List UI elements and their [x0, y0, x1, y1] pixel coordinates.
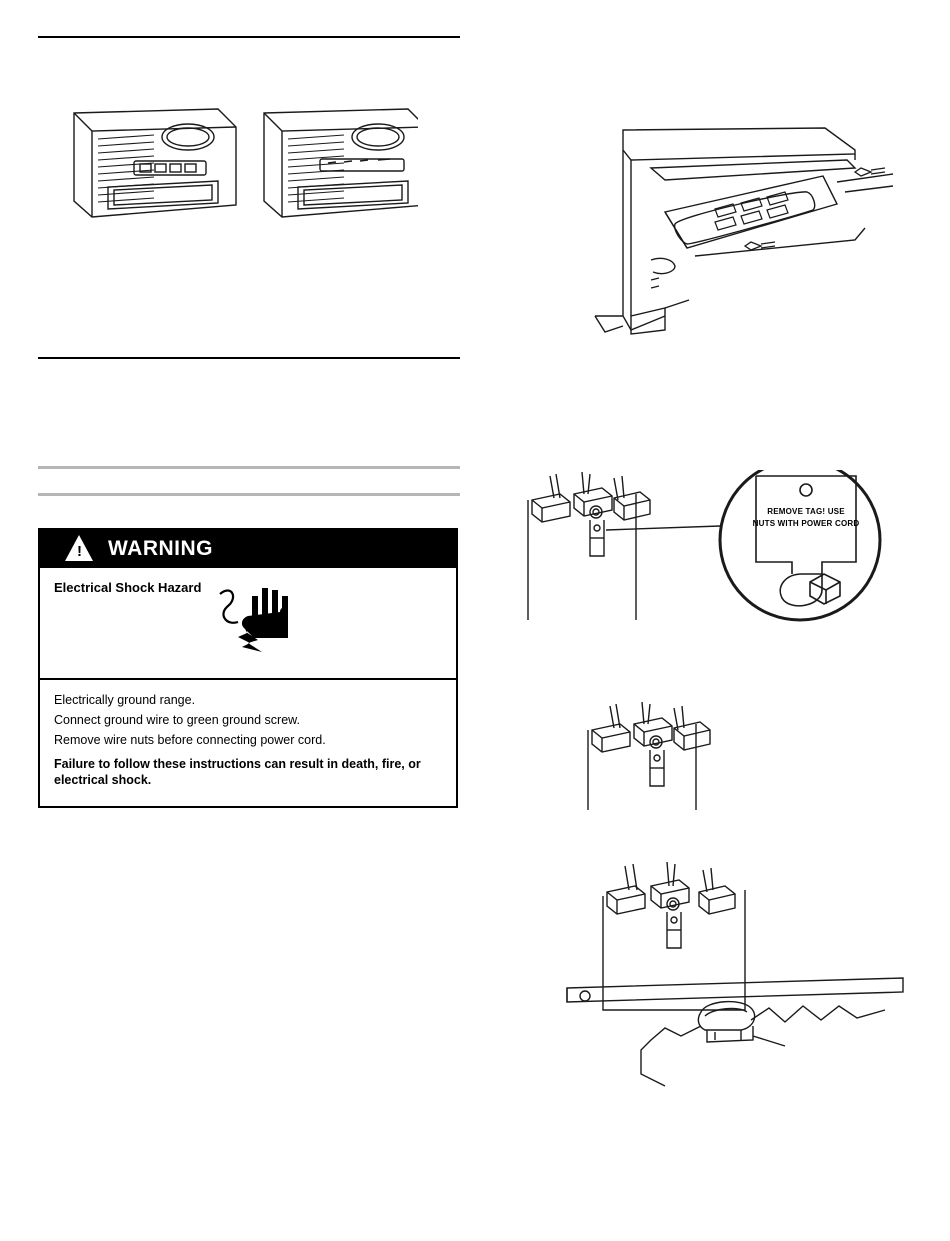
oven-interior-two-views	[68, 105, 418, 240]
section-rule-lower	[38, 493, 460, 496]
tag-text-line-1: REMOVE TAG! USE	[767, 507, 845, 516]
divider-top	[38, 36, 460, 38]
hazard-heading: Electrical Shock Hazard	[54, 580, 202, 595]
warning-instructions	[40, 680, 456, 806]
right-column	[500, 0, 912, 1241]
warning-exclamation-icon: !	[77, 543, 82, 560]
rear-panel-access-cover-figure	[555, 120, 905, 340]
electric-shock-hand-icon	[214, 578, 306, 666]
warning-line-2: Connect ground wire to green ground screw.	[54, 713, 300, 727]
divider-mid	[38, 357, 460, 359]
warning-title: WARNING	[108, 537, 213, 560]
warning-line-1: Electrically ground range.	[54, 693, 196, 707]
warning-hazard-row	[40, 568, 456, 680]
terminal-block-with-tag-figure	[510, 470, 910, 640]
warning-header	[40, 530, 456, 568]
section-rule-upper	[38, 466, 460, 469]
tag-text-line-2: NUTS WITH POWER CORD	[752, 519, 860, 528]
terminal-block-wire-nuts-figure	[570, 700, 770, 830]
warning-line-3: Remove wire nuts before connecting power cord.	[54, 733, 326, 747]
terminal-block-strain-relief-figure	[555, 860, 915, 1100]
left-column	[38, 0, 460, 1241]
warning-final-line: Failure to follow these instructions can result in death, fire, or electrical shock.	[54, 757, 421, 787]
warning-panel	[38, 528, 458, 808]
